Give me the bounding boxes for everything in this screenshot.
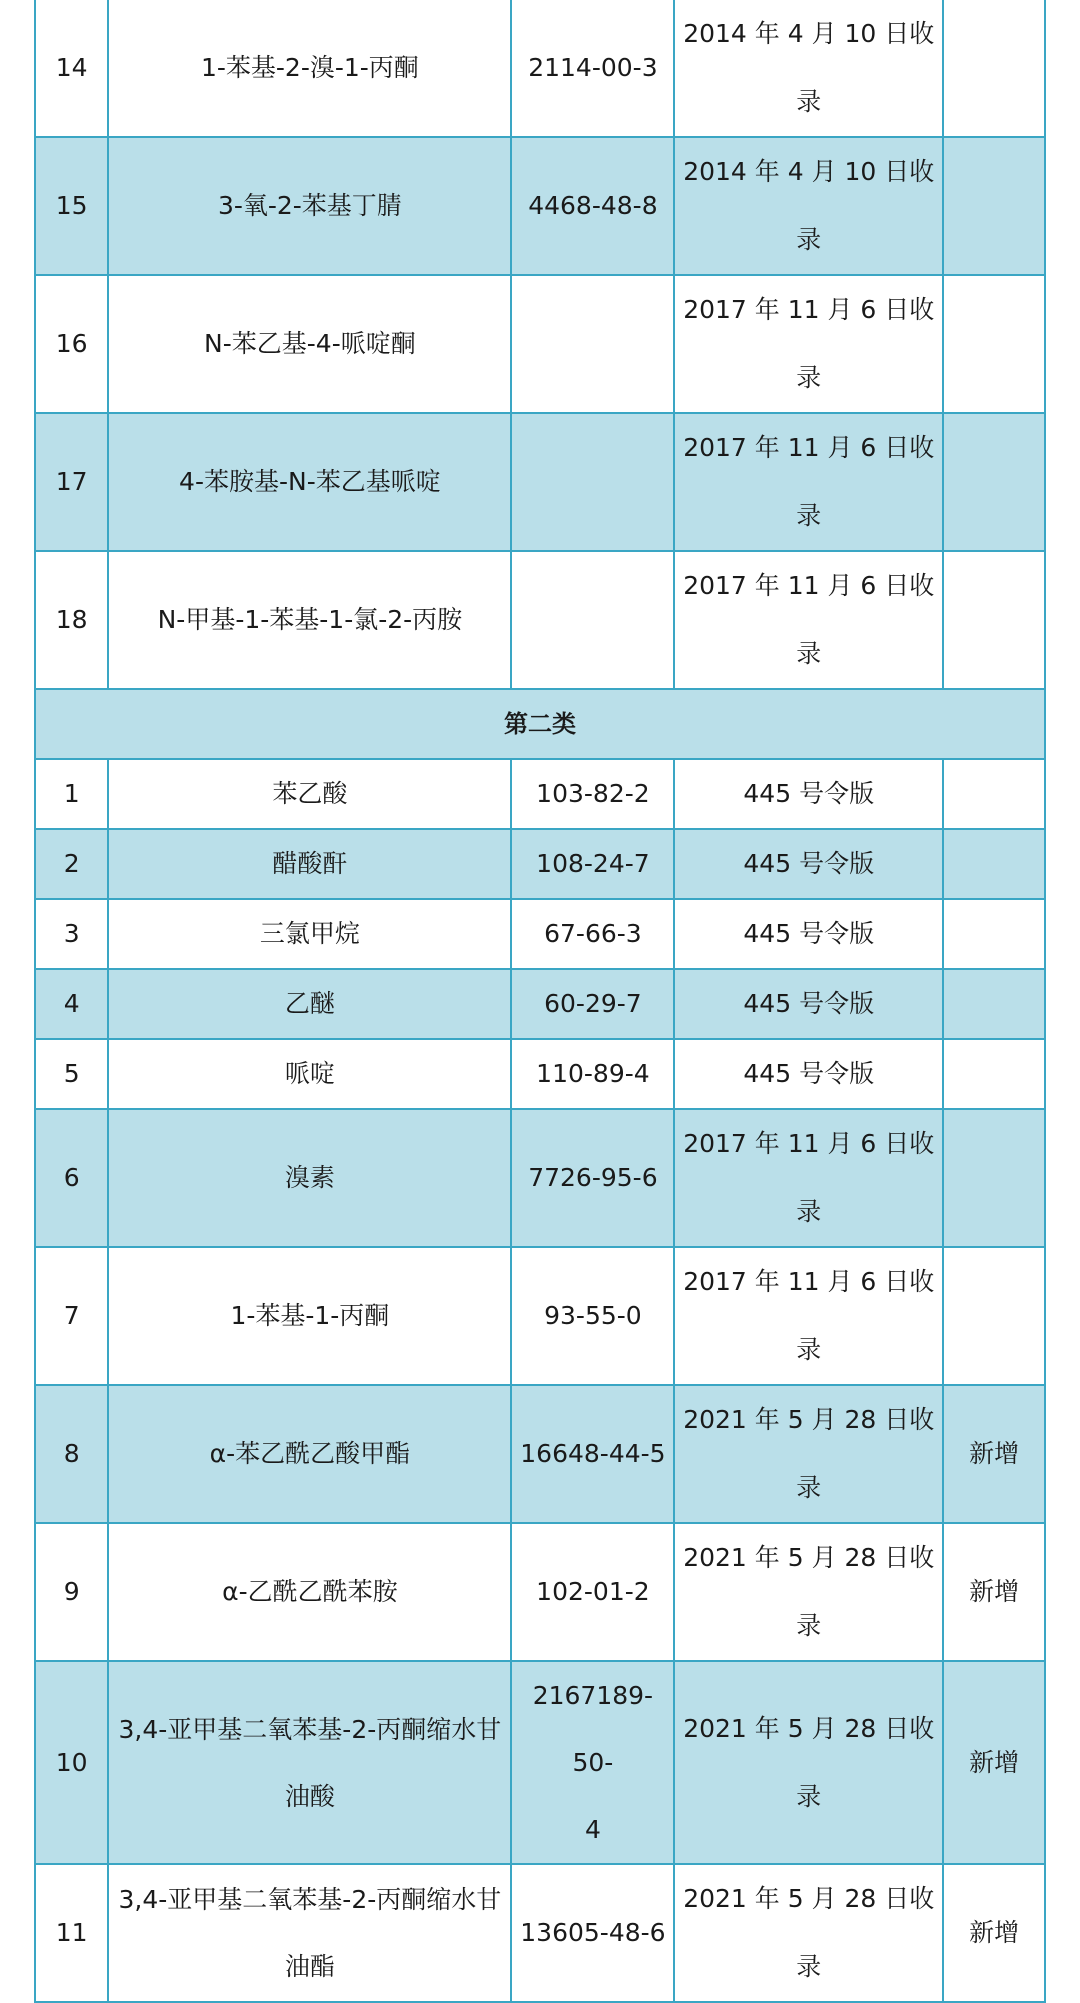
table-row: [35, 829, 1045, 899]
table-row: [35, 899, 1045, 969]
table-row: [35, 0, 1045, 137]
chemical-name: 乙醚: [108, 969, 511, 1039]
table-row: [35, 413, 1045, 551]
cas-number: 67-66-3: [511, 899, 674, 969]
table-row: [35, 1661, 1045, 1864]
listing-date: 445 号令版: [674, 829, 943, 899]
listing-date: 2017 年 11 月 6 日收录: [674, 275, 943, 413]
cas-number-line: 4: [584, 1815, 601, 1844]
note: [943, 899, 1045, 969]
note: 新增: [943, 1385, 1045, 1523]
note: 新增: [943, 1523, 1045, 1661]
listing-date: 2014 年 4 月 10 日收录: [674, 137, 943, 275]
listing-date: 445 号令版: [674, 969, 943, 1039]
note: [943, 413, 1045, 551]
cas-number: [511, 275, 674, 413]
cas-number: 93-55-0: [511, 1247, 674, 1385]
cas-number: 7726-95-6: [511, 1109, 674, 1247]
chemical-name: 1-苯基-2-溴-1-丙酮: [108, 0, 511, 137]
table-row: [35, 1523, 1045, 1661]
cas-number: 60-29-7: [511, 969, 674, 1039]
row-number: 18: [35, 551, 108, 689]
listing-date: 2017 年 11 月 6 日收录: [674, 551, 943, 689]
row-number: 8: [35, 1385, 108, 1523]
table-row: [35, 969, 1045, 1039]
chemical-name: 溴素: [108, 1109, 511, 1247]
cas-number: [511, 413, 674, 551]
row-number: 15: [35, 137, 108, 275]
row-number: 1: [35, 759, 108, 829]
cas-number: [511, 1661, 674, 1864]
chemical-name-line: 3,4-亚甲基二氧苯基-2-丙酮缩水甘: [118, 1885, 502, 1914]
chemical-name: N-苯乙基-4-哌啶酮: [108, 275, 511, 413]
note: [943, 1039, 1045, 1109]
chemical-name: N-甲基-1-苯基-1-氯-2-丙胺: [108, 551, 511, 689]
table-row: [35, 1247, 1045, 1385]
listing-date: 2021 年 5 月 28 日收录: [674, 1385, 943, 1523]
chemical-name: 4-苯胺基-N-苯乙基哌啶: [108, 413, 511, 551]
row-number: 11: [35, 1864, 108, 2002]
row-number: 6: [35, 1109, 108, 1247]
cas-number-line: 2167189-50-: [532, 1681, 654, 1777]
cas-number: 13605-48-6: [511, 1864, 674, 2002]
cas-number: 16648-44-5: [511, 1385, 674, 1523]
listing-date: 2021 年 5 月 28 日收录: [674, 1661, 943, 1864]
chemical-name: 哌啶: [108, 1039, 511, 1109]
note: [943, 829, 1045, 899]
listing-date: 2017 年 11 月 6 日收录: [674, 413, 943, 551]
cas-number: 110-89-4: [511, 1039, 674, 1109]
listing-date: 2014 年 4 月 10 日收录: [674, 0, 943, 137]
chemical-name: [108, 1661, 511, 1864]
note: [943, 137, 1045, 275]
table-row: [35, 551, 1045, 689]
row-number: 2: [35, 829, 108, 899]
note: [943, 759, 1045, 829]
chemical-name: 醋酸酐: [108, 829, 511, 899]
row-number: 5: [35, 1039, 108, 1109]
chemical-name: α-乙酰乙酰苯胺: [108, 1523, 511, 1661]
listing-date: 2021 年 5 月 28 日收录: [674, 1523, 943, 1661]
listing-date: 445 号令版: [674, 759, 943, 829]
cas-number: 103-82-2: [511, 759, 674, 829]
chemical-name-line: 3,4-亚甲基二氧苯基-2-丙酮缩水甘: [118, 1714, 502, 1744]
table-row: [35, 1864, 1045, 2002]
note: [943, 275, 1045, 413]
row-number: 3: [35, 899, 108, 969]
row-number: 10: [35, 1661, 108, 1864]
table-row: [35, 137, 1045, 275]
table-row: [35, 1109, 1045, 1247]
note: [943, 0, 1045, 137]
chemical-name-line: 油酸: [284, 1781, 335, 1811]
listing-date: 2017 年 11 月 6 日收录: [674, 1109, 943, 1247]
cas-number: 4468-48-8: [511, 137, 674, 275]
table-row: [35, 759, 1045, 829]
listing-date: 445 号令版: [674, 899, 943, 969]
chemical-name: 3-氧-2-苯基丁腈: [108, 137, 511, 275]
chemical-name: 三氯甲烷: [108, 899, 511, 969]
row-number: 4: [35, 969, 108, 1039]
row-number: 7: [35, 1247, 108, 1385]
cas-number: 102-01-2: [511, 1523, 674, 1661]
category-title: 第二类: [35, 689, 1045, 759]
row-number: 14: [35, 0, 108, 137]
note: [943, 551, 1045, 689]
chemical-name: 苯乙酸: [108, 759, 511, 829]
note: [943, 969, 1045, 1039]
listing-date: 445 号令版: [674, 1039, 943, 1109]
note: 新增: [943, 1661, 1045, 1864]
table-row: [35, 1385, 1045, 1523]
cas-number: [511, 551, 674, 689]
listing-date: 2017 年 11 月 6 日收录: [674, 1247, 943, 1385]
cas-number: 2114-00-3: [511, 0, 674, 137]
cas-number: 108-24-7: [511, 829, 674, 899]
precursor-chemicals-table: [34, 0, 1046, 2003]
chemical-name-line: 油酯: [284, 1952, 335, 1981]
note: [943, 1109, 1045, 1247]
table-row: [35, 275, 1045, 413]
row-number: 9: [35, 1523, 108, 1661]
table-row: [35, 1039, 1045, 1109]
listing-date: 2021 年 5 月 28 日收录: [674, 1864, 943, 2002]
row-number: 16: [35, 275, 108, 413]
chemical-name: α-苯乙酰乙酸甲酯: [108, 1385, 511, 1523]
row-number: 17: [35, 413, 108, 551]
chemical-name: [108, 1864, 511, 2002]
category-row: [35, 689, 1045, 759]
note: 新增: [943, 1864, 1045, 2002]
note: [943, 1247, 1045, 1385]
chemical-name: 1-苯基-1-丙酮: [108, 1247, 511, 1385]
